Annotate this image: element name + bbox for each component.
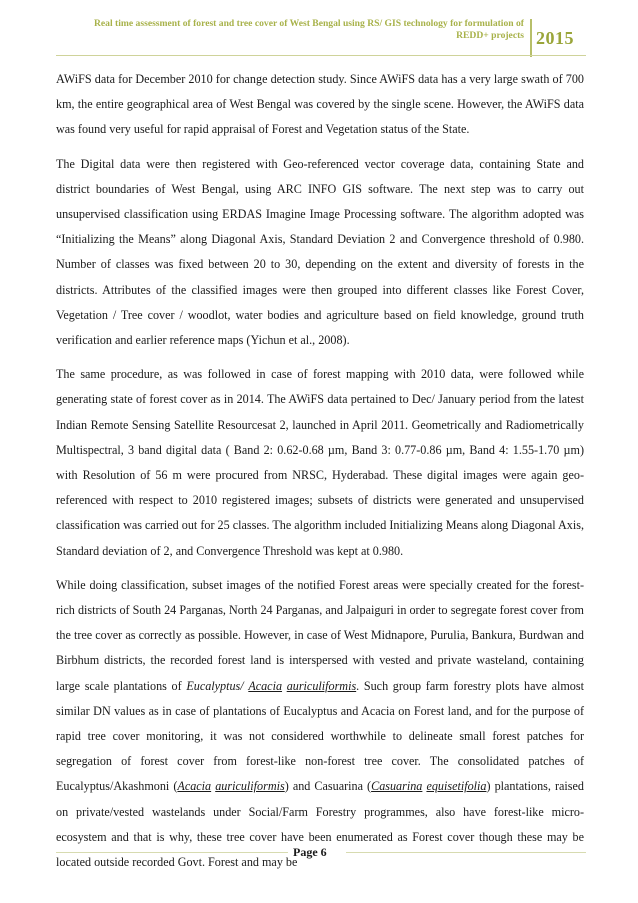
p4-text-3: ) and Casuarina ( [284, 779, 372, 794]
header-title-line2: REDD+ projects [456, 30, 524, 41]
page-body [56, 67, 584, 884]
page-number: Page 6 [293, 845, 327, 859]
species-casuarina: Casuarina [371, 779, 423, 794]
footer-rule-left [56, 852, 288, 853]
paragraph-subset-classification [56, 573, 584, 875]
header-rule [56, 55, 586, 56]
header-title [56, 18, 524, 42]
header-title-line1: Real time assessment of forest and tree cover of West Bengal using RS/ GIS technology for formulation of [94, 18, 524, 29]
paragraph-classification-method: The Digital data were then registered with Geo-referenced vector coverage data, containing State and district boundaries of West Bengal, using ARC INFO GIS software. The next step was to carry out unsupervised classification using ERDAS Imagine Image Processing software. The algorithm adopted was “Initializing the Means” along Diagonal Axis, Standard Deviation 2 and Convergence threshold of 0.980. Number of classes was fixed between 20 to 30, depending on the extent and diversity of forests in the districts. Attributes of the classified images were then grouped into different classes like Forest Cover, Vegetation / Tree cover / woodlot, water bodies and agriculture based on field knowledge, ground truth verification and earlier reference maps (Yichun et al., 2008). [56, 156, 584, 348]
species-auriculiformis-1: auriculiformis [286, 678, 357, 693]
species-acacia-1: Acacia [248, 678, 283, 693]
header-year: 2015 [536, 28, 574, 48]
header-divider [530, 19, 532, 57]
p4-text-4: ) plantations, raised on private/vested wastelands under Social/Farm Forestry programmes, also have forest-like micro-ecosystem and that is why, these tree cover have been enumerated as Forest cover though these may be located outside recorded Govt. Forest and may be [56, 779, 584, 870]
footer-rule-right [346, 852, 586, 853]
paragraph-2014-procedure: The same procedure, as was followed in case of forest mapping with 2010 data, were followed while generating state of forest cover as in 2014. The AWiFS data pertained to Dec/ January period from the latest Indian Remote Sensing Satellite Resourcesat 2, launched in April 2011. Geometrically and Radiometrically Multispectral, 3 band digital data ( Band 2: 0.62-0.68 µm, Band 3: 0.77-0.86 µm, Band 4: 1.55-1.70 µm) with Resolution of 56 m were procured from NRSC, Hyderabad. These digital images were again geo-referenced with respect to 2010 registered images; subsets of districts were generated and unsupervised classification was carried out for 25 classes. The algorithm included Initializing Means along Diagonal Axis, Standard deviation of 2, and Convergence Threshold was kept at 0.980. [56, 367, 584, 558]
p4-text-1: While doing classification, subset images of the notified Forest areas were specially created for the forest-rich districts of South 24 Parganas, North 24 Parganas, and Jalpaiguri in order to segregate forest cover from the tree cover as correctly as possible. However, in case of West Midnapore, Purulia, Bankura, Burdwan and Birbhum districts, the recorded forest land is interspersed with vested and private wasteland, containing large scale plantations of [56, 577, 584, 693]
page-header [56, 18, 586, 56]
species-acacia-2: Acacia [177, 779, 212, 794]
p4-text-2: . Such group farm forestry plots have almost similar DN values as in case of plantations of Eucalyptus and Acacia on Forest land, and for the purpose of rapid tree cover monitoring, it was not considered worthwhile to delineate small forest patches for segregation of forest cover from forest-like non-forest tree cover. The consolidated patches of Eucalyptus/Akashmoni ( [56, 678, 584, 794]
paragraph-awifs-data: AWiFS data for December 2010 for change detection study. Since AWiFS data has a very large swath of 700 km, the entire geographical area of West Bengal was covered by the single scene. However, the AWiFS data was found very useful for rapid appraisal of Forest and Vegetation status of the State. [56, 72, 584, 137]
species-eucalyptus: Eucalyptus/ [186, 678, 244, 693]
species-auriculiformis-2: auriculiformis [215, 779, 285, 794]
species-equisetifolia: equisetifolia [426, 779, 487, 794]
page-footer [56, 843, 586, 863]
